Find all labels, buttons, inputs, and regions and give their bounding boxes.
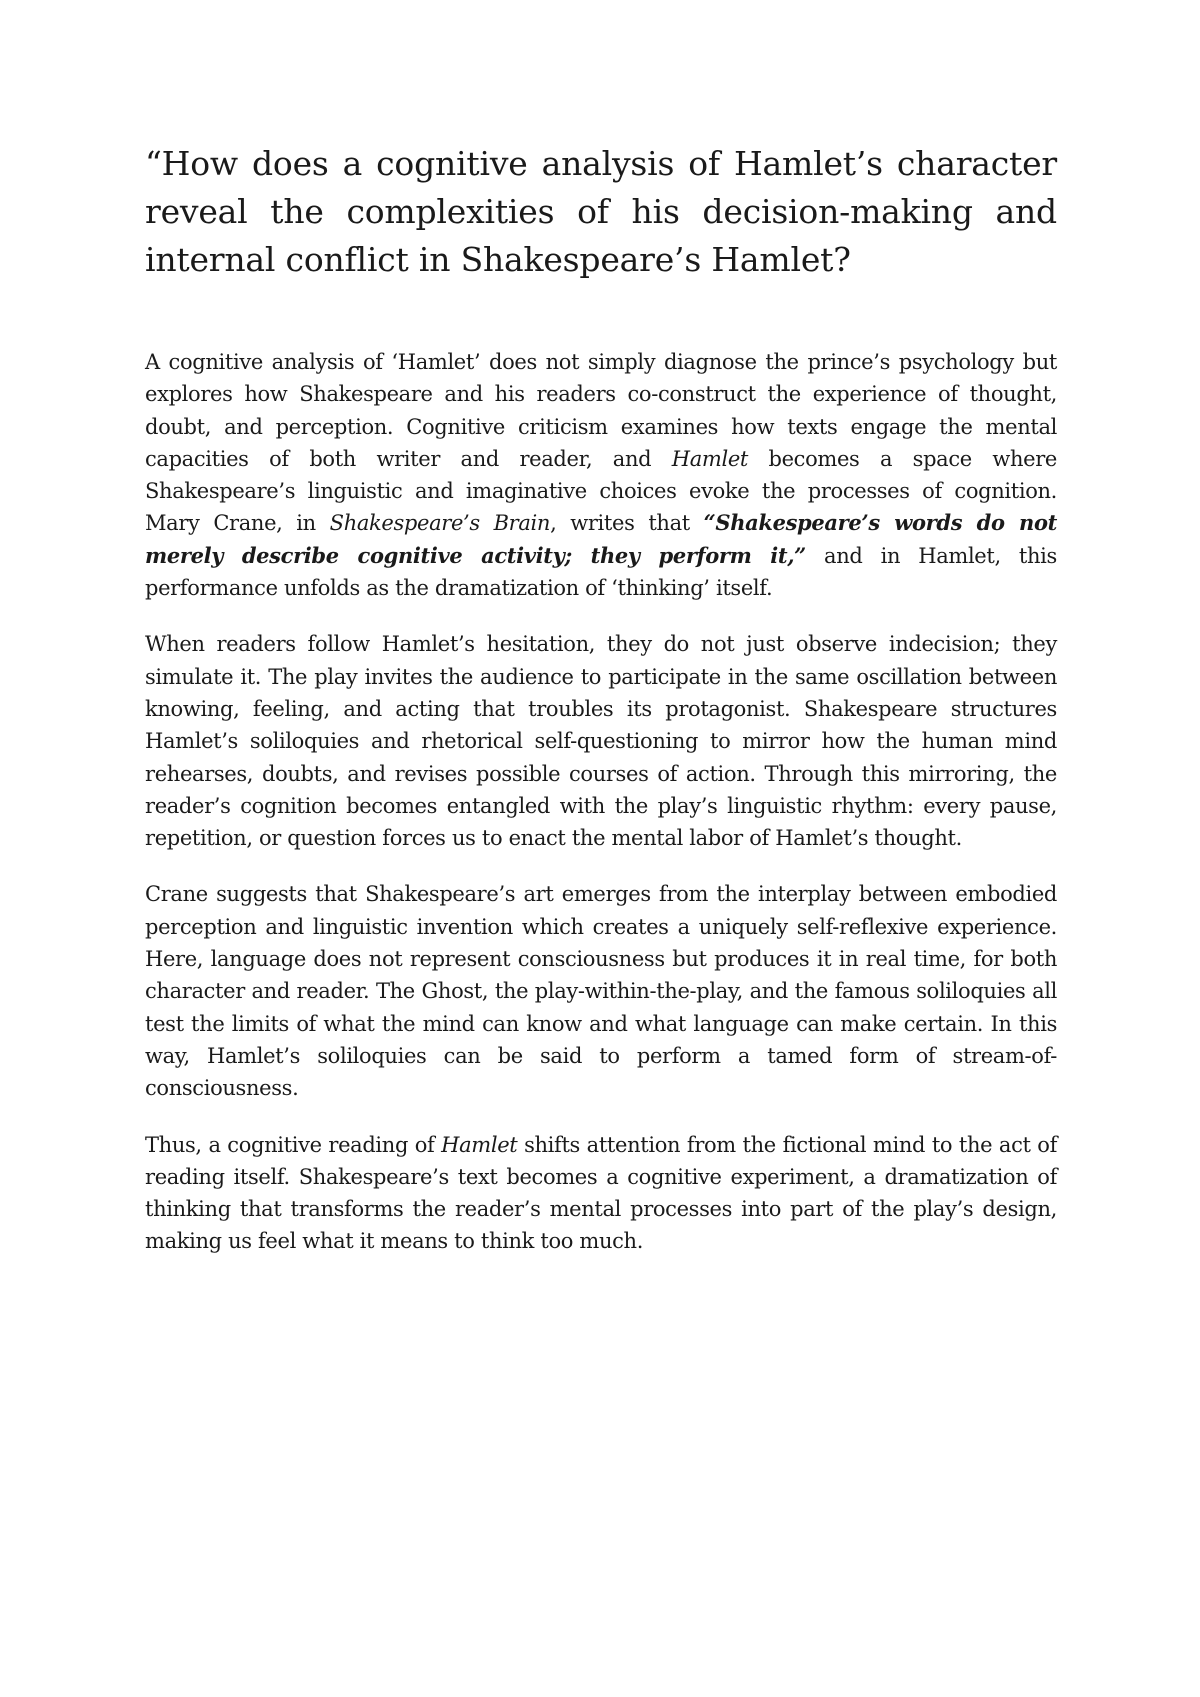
paragraph-1-text-d: and in Hamlet, this performance unfolds as the dramatization of ‘thinking’ itself. (145, 543, 1057, 601)
paragraph-4-text-a: Thus, a cognitive reading of (145, 1132, 442, 1157)
paragraph-1 (145, 346, 1057, 604)
paragraph-1-book-title: Shakespeare’s Brain (329, 511, 551, 536)
paragraph-3: Crane suggests that Shakespeare’s art emerges from the interplay between embodied perception and linguistic invention which creates a uniquely self-reflexive experience. Here, language does not represent consciousness but produces it in real time, for both character and reader. The Ghost, the play-within-the-play, and the famous soliloquies all test the limits of what the mind can know and what language can make certain. In this way, Hamlet’s soliloquies can be said to perform a tamed form of stream-of-consciousness. (145, 882, 1057, 1101)
paragraph-4-italic-hamlet: Hamlet (441, 1132, 518, 1157)
paragraph-1-text-b: becomes a space where Shakespeare’s linguistic and imaginative choices evoke the processes of cognition. Mary Crane, in (145, 446, 1057, 536)
document-page (145, 140, 1057, 1282)
paragraph-1-quote: “Shakespeare’s words do not merely describe cognitive activity; they perform it,” (145, 510, 1057, 568)
paragraph-1-italic-hamlet: Hamlet (671, 446, 748, 471)
paragraph-1-text-c: , writes that (550, 511, 704, 536)
paragraph-4-text-b: shifts attention from the fictional mind to the act of reading itself. Shakespeare’s text becomes a cognitive experiment, a dramatization of thinking that transforms the reader’s mental processes into part of the play’s design, making us feel what it means to think too much. (145, 1132, 1057, 1254)
document-title: “How does a cognitive analysis of Hamlet’s character reveal the complexities of his decision-making and internal conflict in Shakespeare’s Hamlet? (145, 144, 1057, 279)
paragraph-2: When readers follow Hamlet’s hesitation, they do not just observe indecision; they simulate it. The play invites the audience to participate in the same oscillation between knowing, feeling, and acting that troubles its protagonist. Shakespeare structures Hamlet’s soliloquies and rhetorical self-questioning to mirror how the human mind rehearses, doubts, and revises possible courses of action. Through this mirroring, the reader’s cognition becomes entangled with the play’s linguistic rhythm: every pause, repetition, or question forces us to enact the mental labor of Hamlet’s thought. (145, 632, 1057, 851)
paragraph-1-text-a: A cognitive analysis of ‘Hamlet’ does not simply diagnose the prince’s psychology but explores how Shakespeare and his readers co-construct the experience of thought, doubt, and perception. Cognitive criticism examines how texts engage the mental capacities of both writer and reader, and (145, 350, 1057, 471)
paragraph-4 (145, 1129, 1057, 1258)
